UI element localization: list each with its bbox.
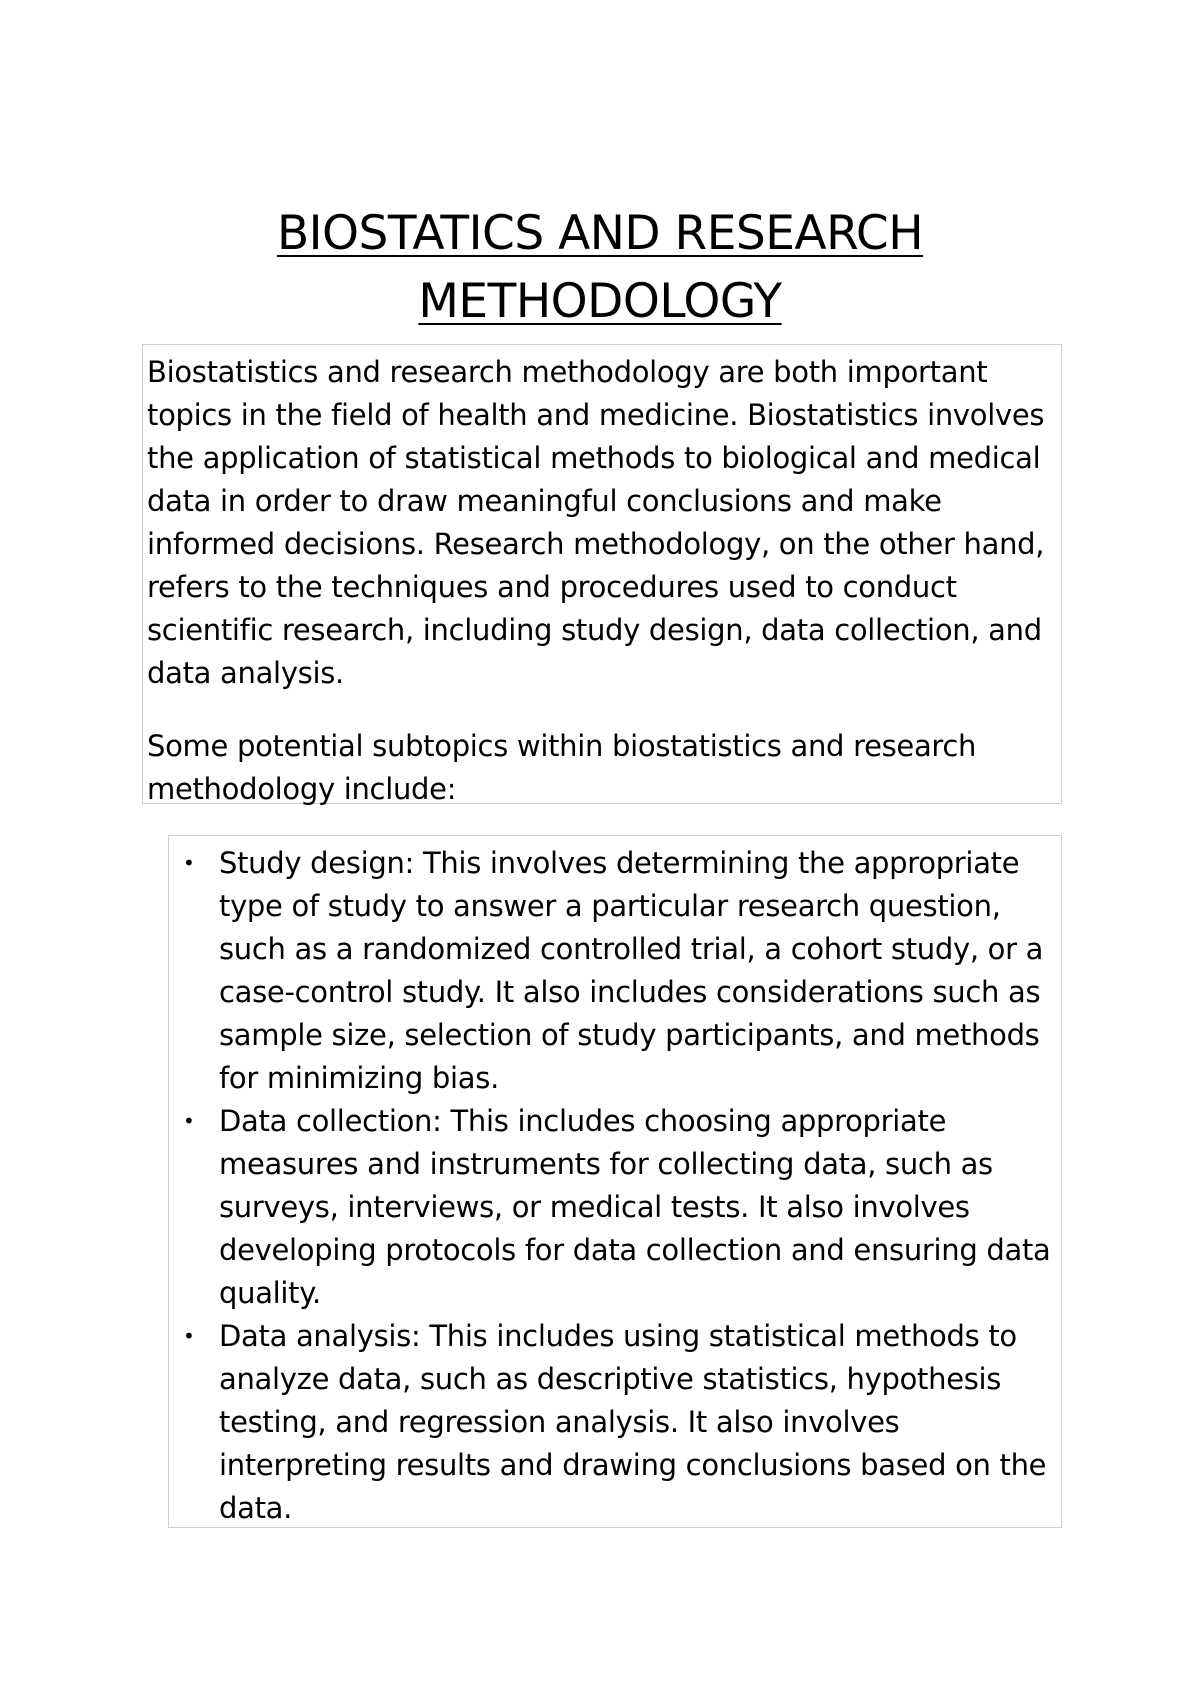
bullet-icon: •: [183, 1324, 195, 1348]
bullet-icon: •: [183, 1109, 195, 1133]
page-title: [140, 200, 1060, 336]
list-item-text: Study design: This involves determining the appropriate type of study to answer a particular research question, such as a randomized controlled trial, a cohort study, or a case-control study. It also includes considerations such as sample size, selection of study participants, and methods for minimizing bias.: [219, 846, 1044, 1095]
subtopics-list-box: [168, 835, 1062, 1528]
list-item: [169, 1100, 1057, 1315]
list-item-text: Data analysis: This includes using statistical methods to analyze data, such as descriptive statistics, hypothesis testing, and regression analysis. It also involves interpreting results and drawing conclusions based on the data.: [219, 1319, 1047, 1525]
intro-paragraph: Biostatistics and research methodology are both important topics in the field of health and medicine. Biostatistics involves the application of statistical methods to biological and medical data in order to draw meaningful conclusions and make informed decisions. Research methodology, on the other hand, refers to the techniques and procedures used to conduct scientific research, including study design, data collection, and data analysis.: [147, 355, 1045, 690]
subtopics-intro-paragraph: Some potential subtopics within biostatistics and research methodology include:: [147, 729, 977, 806]
subtopics-list: [169, 842, 1057, 1530]
list-item-text: Data collection: This includes choosing appropriate measures and instruments for collecting data, such as surveys, interviews, or medical tests. It also involves developing protocols for data collection and ensuring data quality.: [219, 1104, 1051, 1310]
bullet-icon: •: [183, 851, 195, 875]
intro-text-box: [142, 344, 1062, 804]
list-item: [169, 1315, 1057, 1530]
title-line-2: METHODOLOGY: [418, 274, 782, 329]
list-item: [169, 842, 1057, 1100]
title-line-1: BIOSTATICS AND RESEARCH: [276, 206, 924, 261]
